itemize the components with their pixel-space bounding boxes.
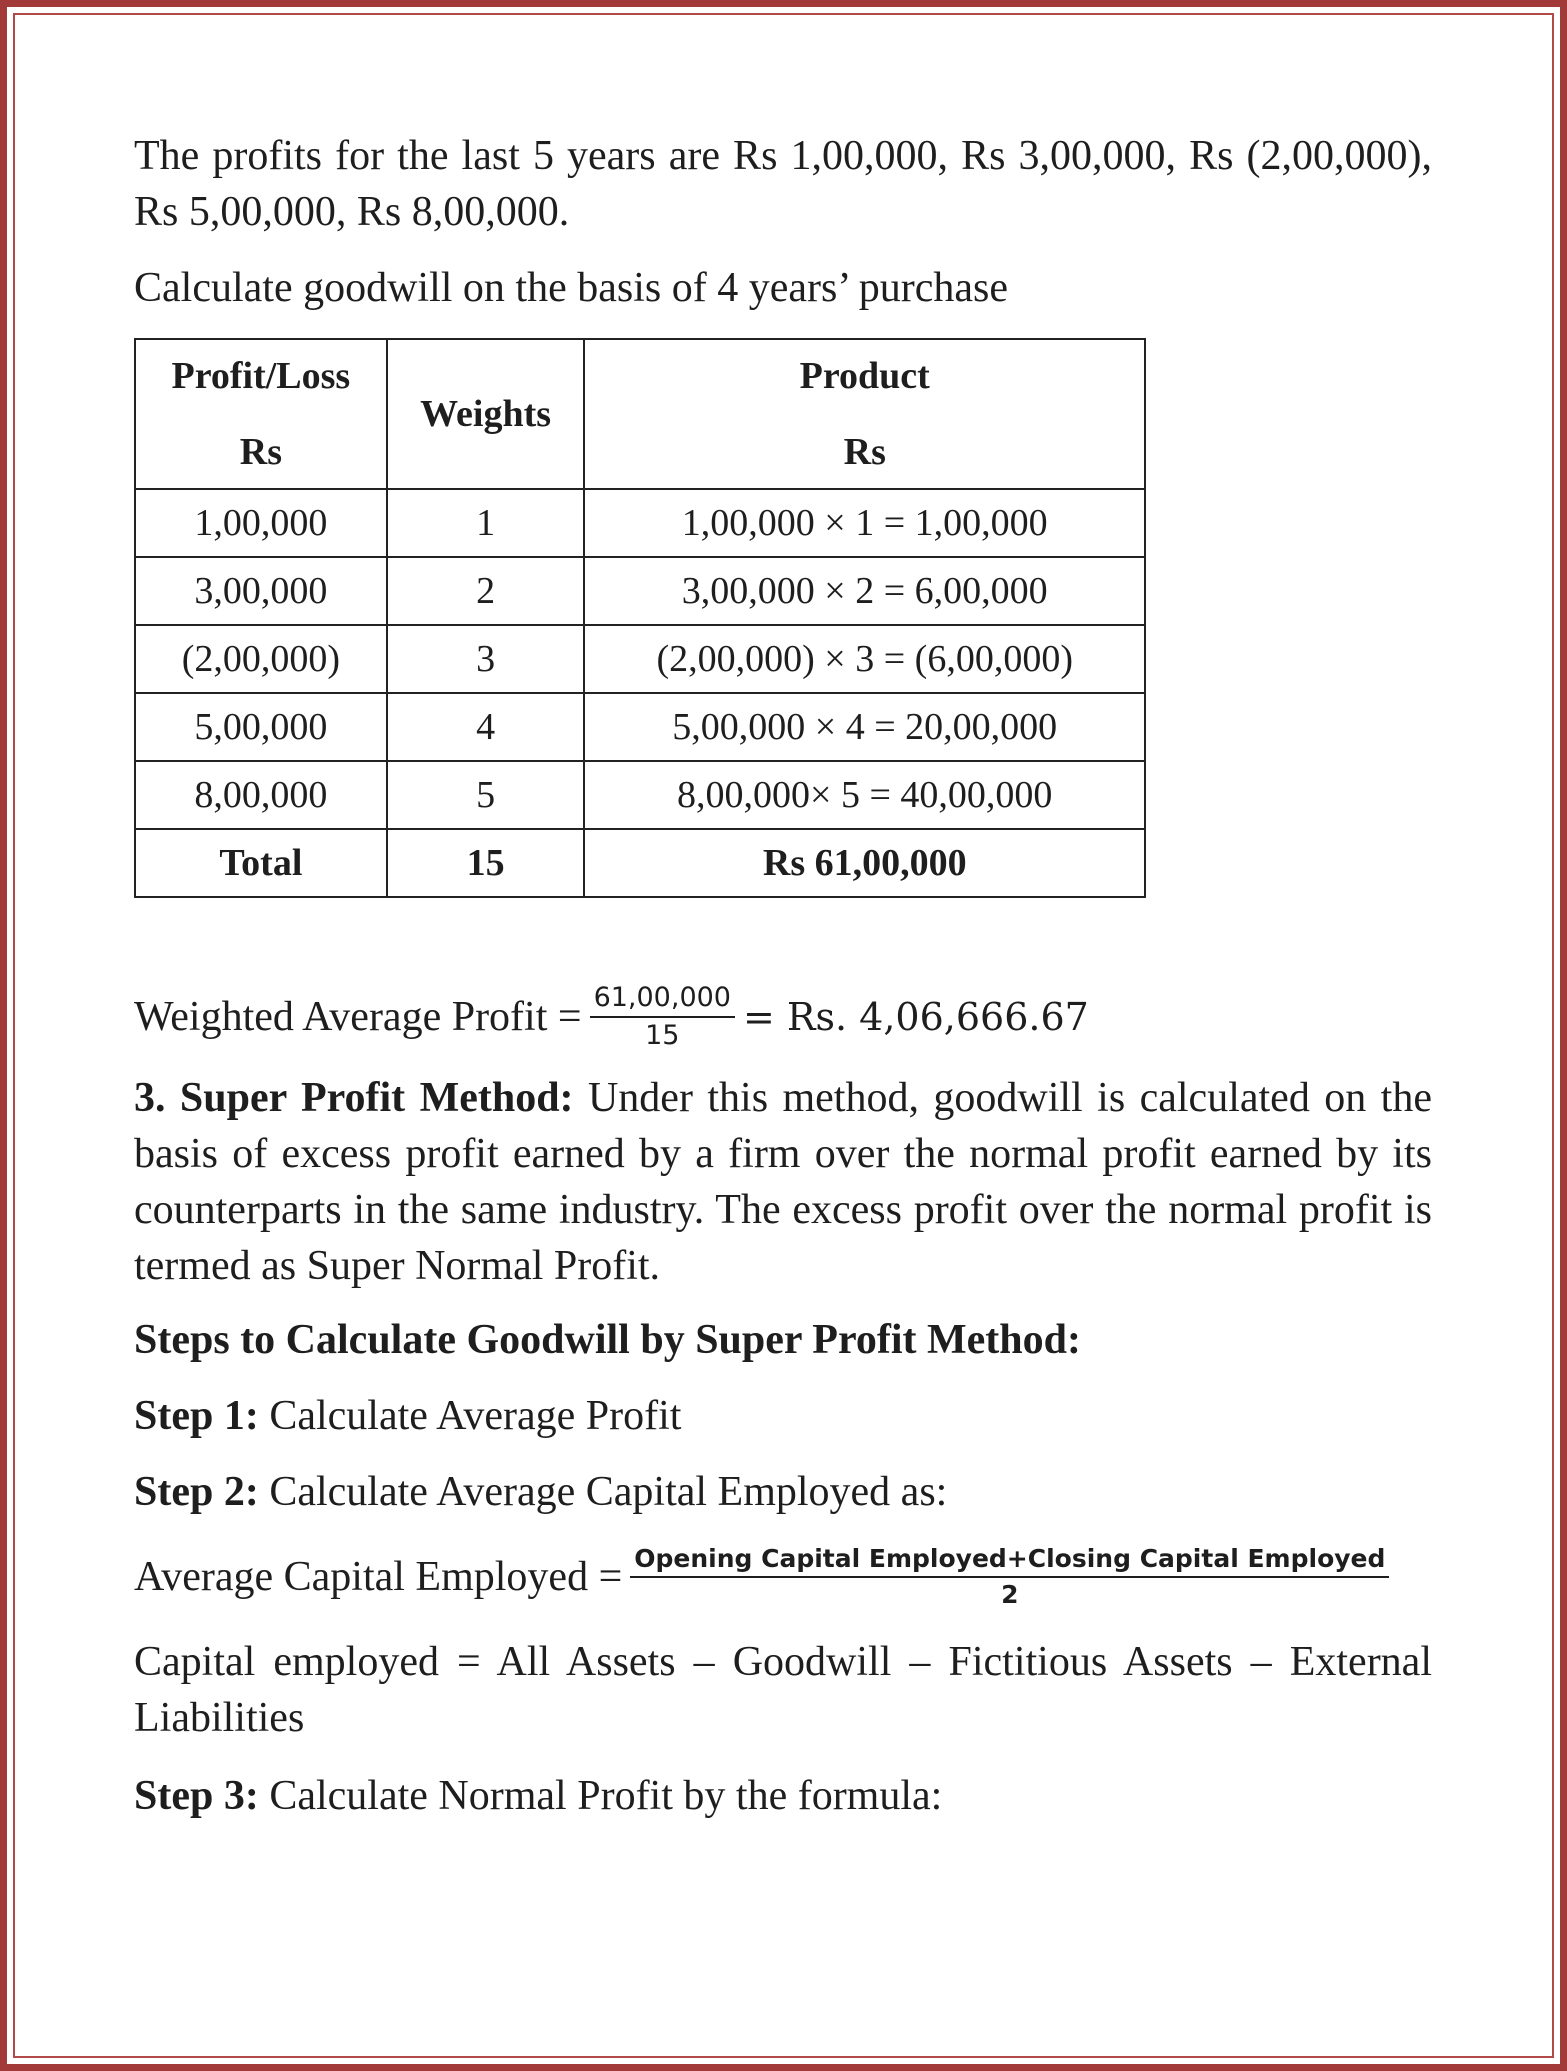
table-row bbox=[135, 489, 1145, 557]
page-content bbox=[134, 128, 1432, 1824]
cell-product: (2,00,000) × 3 = (6,00,000) bbox=[584, 625, 1145, 693]
super-profit-paragraph bbox=[134, 1070, 1432, 1294]
step-2-label: Step 2: bbox=[134, 1469, 259, 1515]
step-2-text: Calculate Average Capital Employed as: bbox=[258, 1469, 948, 1515]
header-weights: Weights bbox=[387, 339, 585, 489]
average-capital-fraction bbox=[630, 1542, 1389, 1612]
step-1-label: Step 1: bbox=[134, 1393, 259, 1439]
step-1-text: Calculate Average Profit bbox=[258, 1393, 682, 1439]
header-profit-loss bbox=[135, 339, 387, 489]
intro-paragraph: The profits for the last 5 years are Rs 1,00,000, Rs 3,00,000, Rs (2,00,000), Rs 5,00,000, Rs 8,00,000. bbox=[134, 133, 1432, 235]
capital-employed-definition: Capital employed = All Assets – Goodwill – Fictitious Assets – External Liabilities bbox=[134, 1639, 1432, 1741]
cell-weight: 4 bbox=[387, 693, 585, 761]
super-profit-heading: 3. Super Profit Method: bbox=[134, 1075, 574, 1121]
table-row bbox=[135, 693, 1145, 761]
cell-profit: 1,00,000 bbox=[135, 489, 387, 557]
header-product-unit: Rs bbox=[843, 431, 886, 473]
header-profit-loss-unit: Rs bbox=[239, 431, 282, 473]
step-1 bbox=[134, 1388, 1432, 1444]
cell-product: 8,00,000× 5 = 40,00,000 bbox=[584, 761, 1145, 829]
cell-profit: 5,00,000 bbox=[135, 693, 387, 761]
table-header-row bbox=[135, 339, 1145, 489]
weighted-average-result: = Rs. 4,06,666.67 bbox=[742, 995, 1089, 1039]
header-product bbox=[584, 339, 1145, 489]
weights-table bbox=[134, 338, 1146, 898]
cell-profit: 3,00,000 bbox=[135, 557, 387, 625]
total-product: Rs 61,00,000 bbox=[584, 829, 1145, 897]
header-profit-loss-label: Profit/Loss bbox=[171, 355, 351, 397]
weighted-average-label: Weighted Average Profit = bbox=[134, 994, 582, 1040]
fraction-denominator: 2 bbox=[1001, 1580, 1019, 1609]
steps-heading: Steps to Calculate Goodwill by Super Profit Method: bbox=[134, 1317, 1081, 1363]
total-weight: 15 bbox=[387, 829, 585, 897]
fraction-denominator: 15 bbox=[645, 1020, 680, 1051]
step-2 bbox=[134, 1464, 1432, 1520]
step-3-label: Step 3: bbox=[134, 1773, 259, 1819]
cell-product: 5,00,000 × 4 = 20,00,000 bbox=[584, 693, 1145, 761]
step-3 bbox=[134, 1768, 1432, 1824]
total-label: Total bbox=[135, 829, 387, 897]
fraction-numerator: 61,00,000 bbox=[590, 980, 735, 1018]
cell-profit: (2,00,000) bbox=[135, 625, 387, 693]
weighted-average-fraction bbox=[590, 980, 735, 1054]
average-capital-label: Average Capital Employed = bbox=[134, 1554, 623, 1600]
cell-product: 1,00,000 × 1 = 1,00,000 bbox=[584, 489, 1145, 557]
fraction-numerator: Opening Capital Employed+Closing Capital Employed bbox=[630, 1542, 1389, 1578]
cell-product: 3,00,000 × 2 = 6,00,000 bbox=[584, 557, 1145, 625]
cell-weight: 3 bbox=[387, 625, 585, 693]
table-total-row bbox=[135, 829, 1145, 897]
header-product-label: Product bbox=[799, 355, 930, 397]
cell-profit: 8,00,000 bbox=[135, 761, 387, 829]
super-profit-text: Under this method, goodwill is calculated on the basis of excess profit earned by a firm over the normal profit earned by its counterparts in the same industry. The excess profit over the normal profit is termed as Super Normal Profit. bbox=[134, 1075, 1432, 1289]
average-capital-formula bbox=[134, 1542, 1432, 1612]
cell-weight: 2 bbox=[387, 557, 585, 625]
step-3-text: Calculate Normal Profit by the formula: bbox=[258, 1773, 943, 1819]
table-row bbox=[135, 761, 1145, 829]
weighted-average-formula bbox=[134, 982, 1432, 1052]
calculation-instruction: Calculate goodwill on the basis of 4 years’ purchase bbox=[134, 265, 1008, 311]
table-row bbox=[135, 557, 1145, 625]
cell-weight: 5 bbox=[387, 761, 585, 829]
cell-weight: 1 bbox=[387, 489, 585, 557]
table-row bbox=[135, 625, 1145, 693]
